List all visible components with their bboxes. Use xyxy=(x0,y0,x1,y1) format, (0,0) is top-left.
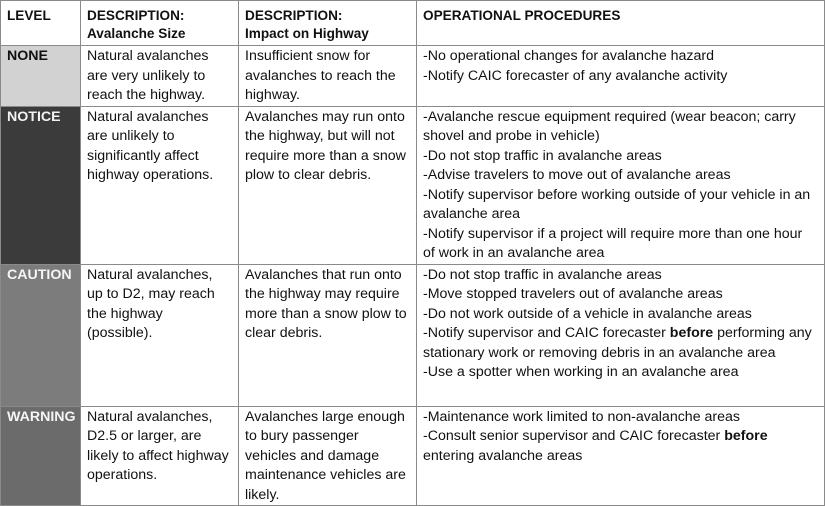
level-badge-notice: NOTICE xyxy=(1,106,81,264)
procedures-cell xyxy=(417,264,825,406)
procedure-list xyxy=(423,47,818,86)
level-badge-none: NONE xyxy=(1,46,81,107)
procedure-item: -Move stopped travelers out of avalanche areas xyxy=(423,286,723,302)
procedure-list xyxy=(423,266,818,383)
procedure-emphasis: before xyxy=(669,325,714,341)
procedure-item: -Notify CAIC forecaster of any avalanche activity xyxy=(423,67,728,84)
procedure-item: -Do not stop traffic in avalanche areas xyxy=(423,147,662,164)
procedure-item: -Maintenance work limited to non-avalanche areas xyxy=(423,408,741,425)
procedure-item: -Notify supervisor before working outside of your vehicle in an avalanche area xyxy=(423,186,811,222)
procedure-text: -Consult senior supervisor and CAIC forecaster xyxy=(423,428,725,444)
level-badge-caution: CAUTION xyxy=(1,264,81,406)
table-row-notice xyxy=(1,106,825,264)
procedure-item: -Do not stop traffic in avalanche areas xyxy=(423,266,662,283)
header-avalanche-size xyxy=(81,1,239,46)
header-size-line2: Avalanche Size xyxy=(87,26,186,41)
header-impact-line2: Impact on Highway xyxy=(245,26,369,41)
procedure-item: -Avalanche rescue equipment required (wear beacon; carry shovel and probe in vehicle) xyxy=(423,108,796,144)
header-operational-procedures: OPERATIONAL PROCEDURES xyxy=(417,1,825,46)
procedure-item: -Use a spotter when working in an avalanche area xyxy=(423,364,739,380)
procedure-emphasis: before xyxy=(724,428,768,444)
header-highway-impact xyxy=(239,1,417,46)
highway-impact-cell: Insufficient snow for avalanches to reach the highway. xyxy=(239,46,417,107)
procedure-list xyxy=(423,408,818,467)
avalanche-size-cell: Natural avalanches are very unlikely to reach the highway. xyxy=(81,46,239,107)
highway-impact-cell: Avalanches large enough to bury passenger vehicles and damage maintenance vehicles are likely. xyxy=(239,406,417,506)
procedure-item: -Advise travelers to move out of avalanche areas xyxy=(423,167,731,183)
header-level: LEVEL xyxy=(1,1,81,46)
procedure-item-emphasis xyxy=(423,427,818,466)
table-row-warning xyxy=(1,406,825,506)
procedure-item: -Notify supervisor if a project will require more than one hour of work in an avalanche area xyxy=(423,225,803,261)
procedure-text: -Notify supervisor and CAIC forecaster xyxy=(423,325,670,341)
procedures-cell xyxy=(417,46,825,107)
procedures-cell xyxy=(417,406,825,506)
highway-impact-cell: Avalanches may run onto the highway, but will not require more than a snow plow to clear debris. xyxy=(239,106,417,264)
procedure-item: -No operational changes for avalanche hazard xyxy=(423,48,715,64)
procedures-cell xyxy=(417,106,825,264)
procedure-list xyxy=(423,108,818,264)
procedure-text: performing any stationary work or removing debris in an avalanche area xyxy=(423,325,812,361)
procedure-item-emphasis xyxy=(423,324,818,363)
avalanche-size-cell: Natural avalanches, D2.5 or larger, are likely to affect highway operations. xyxy=(81,406,239,506)
header-size-line1: DESCRIPTION: xyxy=(87,8,185,23)
level-badge-warning: WARNING xyxy=(1,406,81,506)
highway-impact-cell: Avalanches that run onto the highway may require more than a snow plow to clear debris. xyxy=(239,264,417,406)
avalanche-size-cell: Natural avalanches, up to D2, may reach the highway (possible). xyxy=(81,264,239,406)
table-header-row xyxy=(1,1,825,46)
procedure-item: -Do not work outside of a vehicle in avalanche areas xyxy=(423,305,752,322)
procedure-text: entering avalanche areas xyxy=(423,447,583,464)
avalanche-size-cell: Natural avalanches are unlikely to significantly affect highway operations. xyxy=(81,106,239,264)
table-row-caution xyxy=(1,264,825,406)
table-row-none xyxy=(1,46,825,107)
header-impact-line1: DESCRIPTION: xyxy=(245,8,343,23)
